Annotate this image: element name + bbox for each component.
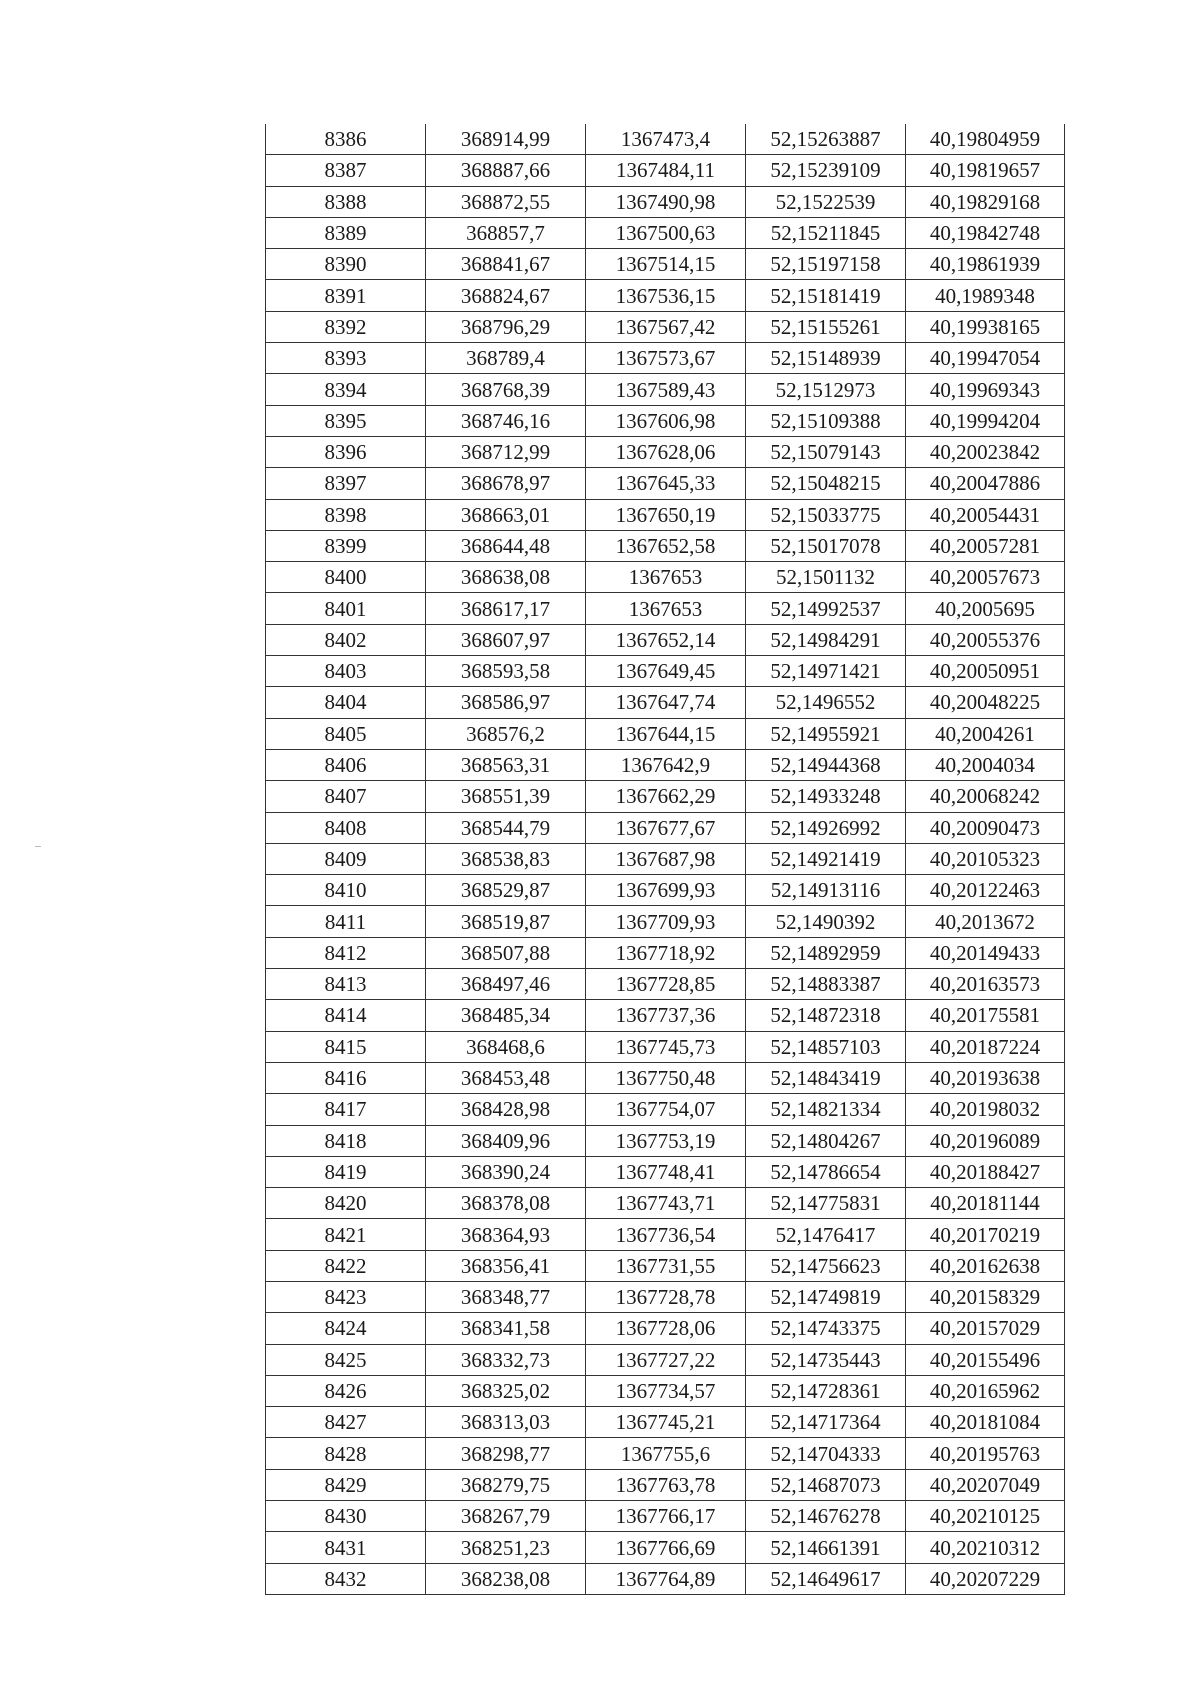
- latitude-cell: 52,14756623: [746, 1250, 906, 1281]
- latitude-cell: 52,15148939: [746, 343, 906, 374]
- point-number-cell: 8426: [266, 1375, 426, 1406]
- point-number-cell: 8425: [266, 1344, 426, 1375]
- point-number-cell: 8418: [266, 1125, 426, 1156]
- x-coordinate-cell: 368507,88: [426, 937, 586, 968]
- latitude-cell: 52,14717364: [746, 1407, 906, 1438]
- longitude-cell: 40,20163573: [906, 969, 1065, 1000]
- table-row: [266, 343, 1065, 374]
- latitude-cell: 52,14743375: [746, 1313, 906, 1344]
- point-number-cell: 8422: [266, 1250, 426, 1281]
- table-row: [266, 1188, 1065, 1219]
- point-number-cell: 8427: [266, 1407, 426, 1438]
- latitude-cell: 52,14971421: [746, 656, 906, 687]
- longitude-cell: 40,20175581: [906, 1000, 1065, 1031]
- point-number-cell: 8424: [266, 1313, 426, 1344]
- longitude-cell: 40,19969343: [906, 374, 1065, 405]
- y-coordinate-cell: 1367573,67: [586, 343, 746, 374]
- y-coordinate-cell: 1367500,63: [586, 217, 746, 248]
- point-number-cell: 8396: [266, 436, 426, 467]
- table-row: [266, 749, 1065, 780]
- latitude-cell: 52,14661391: [746, 1532, 906, 1563]
- longitude-cell: 40,19842748: [906, 217, 1065, 248]
- table-row: [266, 124, 1065, 155]
- latitude-cell: 52,15079143: [746, 436, 906, 467]
- x-coordinate-cell: 368238,08: [426, 1563, 586, 1594]
- y-coordinate-cell: 1367748,41: [586, 1156, 746, 1187]
- y-coordinate-cell: 1367750,48: [586, 1062, 746, 1093]
- latitude-cell: 52,14857103: [746, 1031, 906, 1062]
- longitude-cell: 40,20023842: [906, 436, 1065, 467]
- latitude-cell: 52,14883387: [746, 969, 906, 1000]
- x-coordinate-cell: 368428,98: [426, 1094, 586, 1125]
- point-number-cell: 8414: [266, 1000, 426, 1031]
- x-coordinate-cell: 368644,48: [426, 530, 586, 561]
- x-coordinate-cell: 368356,41: [426, 1250, 586, 1281]
- table-row: [266, 969, 1065, 1000]
- y-coordinate-cell: 1367743,71: [586, 1188, 746, 1219]
- point-number-cell: 8388: [266, 186, 426, 217]
- longitude-cell: 40,1989348: [906, 280, 1065, 311]
- point-number-cell: 8428: [266, 1438, 426, 1469]
- latitude-cell: 52,14892959: [746, 937, 906, 968]
- y-coordinate-cell: 1367652,58: [586, 530, 746, 561]
- point-number-cell: 8415: [266, 1031, 426, 1062]
- longitude-cell: 40,19938165: [906, 311, 1065, 342]
- x-coordinate-cell: 368348,77: [426, 1281, 586, 1312]
- table-row: [266, 311, 1065, 342]
- longitude-cell: 40,20055376: [906, 624, 1065, 655]
- y-coordinate-cell: 1367731,55: [586, 1250, 746, 1281]
- point-number-cell: 8391: [266, 280, 426, 311]
- y-coordinate-cell: 1367699,93: [586, 875, 746, 906]
- y-coordinate-cell: 1367606,98: [586, 405, 746, 436]
- y-coordinate-cell: 1367736,54: [586, 1219, 746, 1250]
- table-row: [266, 1062, 1065, 1093]
- point-number-cell: 8409: [266, 843, 426, 874]
- y-coordinate-cell: 1367718,92: [586, 937, 746, 968]
- latitude-cell: 52,14821334: [746, 1094, 906, 1125]
- latitude-cell: 52,15181419: [746, 280, 906, 311]
- x-coordinate-cell: 368824,67: [426, 280, 586, 311]
- latitude-cell: 52,15109388: [746, 405, 906, 436]
- point-number-cell: 8406: [266, 749, 426, 780]
- table-row: [266, 280, 1065, 311]
- y-coordinate-cell: 1367677,67: [586, 812, 746, 843]
- x-coordinate-cell: 368453,48: [426, 1062, 586, 1093]
- longitude-cell: 40,20187224: [906, 1031, 1065, 1062]
- x-coordinate-cell: 368576,2: [426, 718, 586, 749]
- point-number-cell: 8390: [266, 249, 426, 280]
- point-number-cell: 8397: [266, 468, 426, 499]
- table-row: [266, 624, 1065, 655]
- latitude-cell: 52,14944368: [746, 749, 906, 780]
- point-number-cell: 8392: [266, 311, 426, 342]
- y-coordinate-cell: 1367728,06: [586, 1313, 746, 1344]
- latitude-cell: 52,14676278: [746, 1501, 906, 1532]
- x-coordinate-cell: 368789,4: [426, 343, 586, 374]
- y-coordinate-cell: 1367642,9: [586, 749, 746, 780]
- y-coordinate-cell: 1367536,15: [586, 280, 746, 311]
- y-coordinate-cell: 1367514,15: [586, 249, 746, 280]
- y-coordinate-cell: 1367662,29: [586, 781, 746, 812]
- longitude-cell: 40,19861939: [906, 249, 1065, 280]
- longitude-cell: 40,19819657: [906, 155, 1065, 186]
- point-number-cell: 8423: [266, 1281, 426, 1312]
- table-row: [266, 1407, 1065, 1438]
- table-row: [266, 1438, 1065, 1469]
- table-row: [266, 1375, 1065, 1406]
- table-row: [266, 656, 1065, 687]
- x-coordinate-cell: 368914,99: [426, 124, 586, 155]
- x-coordinate-cell: 368857,7: [426, 217, 586, 248]
- x-coordinate-cell: 368313,03: [426, 1407, 586, 1438]
- y-coordinate-cell: 1367728,85: [586, 969, 746, 1000]
- y-coordinate-cell: 1367754,07: [586, 1094, 746, 1125]
- point-number-cell: 8431: [266, 1532, 426, 1563]
- y-coordinate-cell: 1367727,22: [586, 1344, 746, 1375]
- y-coordinate-cell: 1367652,14: [586, 624, 746, 655]
- latitude-cell: 52,1512973: [746, 374, 906, 405]
- point-number-cell: 8394: [266, 374, 426, 405]
- x-coordinate-cell: 368887,66: [426, 155, 586, 186]
- table-row: [266, 217, 1065, 248]
- table-row: [266, 186, 1065, 217]
- point-number-cell: 8430: [266, 1501, 426, 1532]
- longitude-cell: 40,20170219: [906, 1219, 1065, 1250]
- table-row: [266, 562, 1065, 593]
- latitude-cell: 52,15263887: [746, 124, 906, 155]
- latitude-cell: 52,14926992: [746, 812, 906, 843]
- table-row: [266, 1031, 1065, 1062]
- latitude-cell: 52,14786654: [746, 1156, 906, 1187]
- longitude-cell: 40,20050951: [906, 656, 1065, 687]
- longitude-cell: 40,20057281: [906, 530, 1065, 561]
- table-row: [266, 499, 1065, 530]
- y-coordinate-cell: 1367753,19: [586, 1125, 746, 1156]
- longitude-cell: 40,2013672: [906, 906, 1065, 937]
- table-row: [266, 1281, 1065, 1312]
- x-coordinate-cell: 368768,39: [426, 374, 586, 405]
- y-coordinate-cell: 1367766,69: [586, 1532, 746, 1563]
- point-number-cell: 8402: [266, 624, 426, 655]
- point-number-cell: 8395: [266, 405, 426, 436]
- point-number-cell: 8386: [266, 124, 426, 155]
- y-coordinate-cell: 1367764,89: [586, 1563, 746, 1594]
- longitude-cell: 40,20181084: [906, 1407, 1065, 1438]
- x-coordinate-cell: 368468,6: [426, 1031, 586, 1062]
- y-coordinate-cell: 1367755,6: [586, 1438, 746, 1469]
- table-row: [266, 405, 1065, 436]
- x-coordinate-cell: 368390,24: [426, 1156, 586, 1187]
- latitude-cell: 52,14872318: [746, 1000, 906, 1031]
- latitude-cell: 52,1522539: [746, 186, 906, 217]
- x-coordinate-cell: 368563,31: [426, 749, 586, 780]
- x-coordinate-cell: 368325,02: [426, 1375, 586, 1406]
- table-row: [266, 1000, 1065, 1031]
- latitude-cell: 52,15197158: [746, 249, 906, 280]
- point-number-cell: 8429: [266, 1469, 426, 1500]
- point-number-cell: 8416: [266, 1062, 426, 1093]
- table-row: [266, 1563, 1065, 1594]
- x-coordinate-cell: 368519,87: [426, 906, 586, 937]
- table-row: [266, 843, 1065, 874]
- y-coordinate-cell: 1367649,45: [586, 656, 746, 687]
- latitude-cell: 52,14687073: [746, 1469, 906, 1500]
- longitude-cell: 40,20207049: [906, 1469, 1065, 1500]
- y-coordinate-cell: 1367709,93: [586, 906, 746, 937]
- point-number-cell: 8432: [266, 1563, 426, 1594]
- latitude-cell: 52,15048215: [746, 468, 906, 499]
- x-coordinate-cell: 368251,23: [426, 1532, 586, 1563]
- x-coordinate-cell: 368267,79: [426, 1501, 586, 1532]
- table-row: [266, 1532, 1065, 1563]
- table-row: [266, 687, 1065, 718]
- y-coordinate-cell: 1367763,78: [586, 1469, 746, 1500]
- longitude-cell: 40,2005695: [906, 593, 1065, 624]
- y-coordinate-cell: 1367728,78: [586, 1281, 746, 1312]
- x-coordinate-cell: 368551,39: [426, 781, 586, 812]
- latitude-cell: 52,1476417: [746, 1219, 906, 1250]
- longitude-cell: 40,20193638: [906, 1062, 1065, 1093]
- table-row: [266, 436, 1065, 467]
- x-coordinate-cell: 368663,01: [426, 499, 586, 530]
- longitude-cell: 40,20188427: [906, 1156, 1065, 1187]
- longitude-cell: 40,20195763: [906, 1438, 1065, 1469]
- y-coordinate-cell: 1367567,42: [586, 311, 746, 342]
- point-number-cell: 8403: [266, 656, 426, 687]
- x-coordinate-cell: 368364,93: [426, 1219, 586, 1250]
- x-coordinate-cell: 368796,29: [426, 311, 586, 342]
- y-coordinate-cell: 1367653: [586, 562, 746, 593]
- y-coordinate-cell: 1367589,43: [586, 374, 746, 405]
- x-coordinate-cell: 368409,96: [426, 1125, 586, 1156]
- point-number-cell: 8389: [266, 217, 426, 248]
- x-coordinate-cell: 368279,75: [426, 1469, 586, 1500]
- point-number-cell: 8404: [266, 687, 426, 718]
- latitude-cell: 52,15155261: [746, 311, 906, 342]
- point-number-cell: 8407: [266, 781, 426, 812]
- x-coordinate-cell: 368593,58: [426, 656, 586, 687]
- point-number-cell: 8399: [266, 530, 426, 561]
- point-number-cell: 8393: [266, 343, 426, 374]
- latitude-cell: 52,14704333: [746, 1438, 906, 1469]
- longitude-cell: 40,20196089: [906, 1125, 1065, 1156]
- latitude-cell: 52,14749819: [746, 1281, 906, 1312]
- point-number-cell: 8398: [266, 499, 426, 530]
- longitude-cell: 40,20162638: [906, 1250, 1065, 1281]
- table-row: [266, 1469, 1065, 1500]
- latitude-cell: 52,14921419: [746, 843, 906, 874]
- point-number-cell: 8400: [266, 562, 426, 593]
- y-coordinate-cell: 1367734,57: [586, 1375, 746, 1406]
- table-row: [266, 937, 1065, 968]
- longitude-cell: 40,20054431: [906, 499, 1065, 530]
- table-row: [266, 1250, 1065, 1281]
- table-row: [266, 1094, 1065, 1125]
- table-row: [266, 875, 1065, 906]
- x-coordinate-cell: 368544,79: [426, 812, 586, 843]
- coordinates-table-body: [266, 124, 1065, 1594]
- point-number-cell: 8417: [266, 1094, 426, 1125]
- latitude-cell: 52,14735443: [746, 1344, 906, 1375]
- scan-speck: [35, 846, 41, 847]
- latitude-cell: 52,14649617: [746, 1563, 906, 1594]
- table-row: [266, 249, 1065, 280]
- longitude-cell: 40,19994204: [906, 405, 1065, 436]
- coordinates-table: [265, 124, 1065, 1595]
- point-number-cell: 8412: [266, 937, 426, 968]
- point-number-cell: 8420: [266, 1188, 426, 1219]
- latitude-cell: 52,14775831: [746, 1188, 906, 1219]
- point-number-cell: 8410: [266, 875, 426, 906]
- point-number-cell: 8387: [266, 155, 426, 186]
- latitude-cell: 52,14933248: [746, 781, 906, 812]
- y-coordinate-cell: 1367687,98: [586, 843, 746, 874]
- table-row: [266, 530, 1065, 561]
- longitude-cell: 40,19947054: [906, 343, 1065, 374]
- latitude-cell: 52,14804267: [746, 1125, 906, 1156]
- y-coordinate-cell: 1367647,74: [586, 687, 746, 718]
- point-number-cell: 8421: [266, 1219, 426, 1250]
- y-coordinate-cell: 1367653: [586, 593, 746, 624]
- x-coordinate-cell: 368298,77: [426, 1438, 586, 1469]
- latitude-cell: 52,14992537: [746, 593, 906, 624]
- table-row: [266, 468, 1065, 499]
- x-coordinate-cell: 368712,99: [426, 436, 586, 467]
- longitude-cell: 40,20210312: [906, 1532, 1065, 1563]
- y-coordinate-cell: 1367745,21: [586, 1407, 746, 1438]
- latitude-cell: 52,14728361: [746, 1375, 906, 1406]
- point-number-cell: 8411: [266, 906, 426, 937]
- x-coordinate-cell: 368586,97: [426, 687, 586, 718]
- table-row: [266, 906, 1065, 937]
- x-coordinate-cell: 368332,73: [426, 1344, 586, 1375]
- longitude-cell: 40,2004261: [906, 718, 1065, 749]
- latitude-cell: 52,14843419: [746, 1062, 906, 1093]
- latitude-cell: 52,15211845: [746, 217, 906, 248]
- longitude-cell: 40,20165962: [906, 1375, 1065, 1406]
- y-coordinate-cell: 1367766,17: [586, 1501, 746, 1532]
- y-coordinate-cell: 1367737,36: [586, 1000, 746, 1031]
- x-coordinate-cell: 368497,46: [426, 969, 586, 1000]
- y-coordinate-cell: 1367644,15: [586, 718, 746, 749]
- y-coordinate-cell: 1367490,98: [586, 186, 746, 217]
- table-row: [266, 374, 1065, 405]
- y-coordinate-cell: 1367484,11: [586, 155, 746, 186]
- latitude-cell: 52,14984291: [746, 624, 906, 655]
- latitude-cell: 52,1496552: [746, 687, 906, 718]
- longitude-cell: 40,20157029: [906, 1313, 1065, 1344]
- latitude-cell: 52,1501132: [746, 562, 906, 593]
- y-coordinate-cell: 1367628,06: [586, 436, 746, 467]
- table-row: [266, 1156, 1065, 1187]
- longitude-cell: 40,20198032: [906, 1094, 1065, 1125]
- longitude-cell: 40,20181144: [906, 1188, 1065, 1219]
- longitude-cell: 40,20210125: [906, 1501, 1065, 1532]
- longitude-cell: 40,20048225: [906, 687, 1065, 718]
- longitude-cell: 40,20158329: [906, 1281, 1065, 1312]
- longitude-cell: 40,2004034: [906, 749, 1065, 780]
- latitude-cell: 52,15033775: [746, 499, 906, 530]
- table-row: [266, 1313, 1065, 1344]
- longitude-cell: 40,19829168: [906, 186, 1065, 217]
- y-coordinate-cell: 1367473,4: [586, 124, 746, 155]
- longitude-cell: 40,20149433: [906, 937, 1065, 968]
- x-coordinate-cell: 368538,83: [426, 843, 586, 874]
- x-coordinate-cell: 368678,97: [426, 468, 586, 499]
- x-coordinate-cell: 368746,16: [426, 405, 586, 436]
- latitude-cell: 52,15239109: [746, 155, 906, 186]
- longitude-cell: 40,20122463: [906, 875, 1065, 906]
- x-coordinate-cell: 368872,55: [426, 186, 586, 217]
- x-coordinate-cell: 368529,87: [426, 875, 586, 906]
- table-row: [266, 781, 1065, 812]
- x-coordinate-cell: 368841,67: [426, 249, 586, 280]
- latitude-cell: 52,14913116: [746, 875, 906, 906]
- longitude-cell: 40,20057673: [906, 562, 1065, 593]
- x-coordinate-cell: 368485,34: [426, 1000, 586, 1031]
- point-number-cell: 8419: [266, 1156, 426, 1187]
- x-coordinate-cell: 368617,17: [426, 593, 586, 624]
- point-number-cell: 8405: [266, 718, 426, 749]
- table-row: [266, 155, 1065, 186]
- y-coordinate-cell: 1367745,73: [586, 1031, 746, 1062]
- y-coordinate-cell: 1367645,33: [586, 468, 746, 499]
- point-number-cell: 8413: [266, 969, 426, 1000]
- latitude-cell: 52,14955921: [746, 718, 906, 749]
- table-row: [266, 1125, 1065, 1156]
- longitude-cell: 40,20047886: [906, 468, 1065, 499]
- table-row: [266, 812, 1065, 843]
- y-coordinate-cell: 1367650,19: [586, 499, 746, 530]
- point-number-cell: 8408: [266, 812, 426, 843]
- x-coordinate-cell: 368638,08: [426, 562, 586, 593]
- longitude-cell: 40,20155496: [906, 1344, 1065, 1375]
- latitude-cell: 52,15017078: [746, 530, 906, 561]
- longitude-cell: 40,19804959: [906, 124, 1065, 155]
- table-row: [266, 1501, 1065, 1532]
- longitude-cell: 40,20207229: [906, 1563, 1065, 1594]
- longitude-cell: 40,20090473: [906, 812, 1065, 843]
- latitude-cell: 52,1490392: [746, 906, 906, 937]
- table-row: [266, 718, 1065, 749]
- point-number-cell: 8401: [266, 593, 426, 624]
- x-coordinate-cell: 368341,58: [426, 1313, 586, 1344]
- table-row: [266, 1344, 1065, 1375]
- x-coordinate-cell: 368378,08: [426, 1188, 586, 1219]
- longitude-cell: 40,20105323: [906, 843, 1065, 874]
- table-row: [266, 593, 1065, 624]
- table-row: [266, 1219, 1065, 1250]
- longitude-cell: 40,20068242: [906, 781, 1065, 812]
- x-coordinate-cell: 368607,97: [426, 624, 586, 655]
